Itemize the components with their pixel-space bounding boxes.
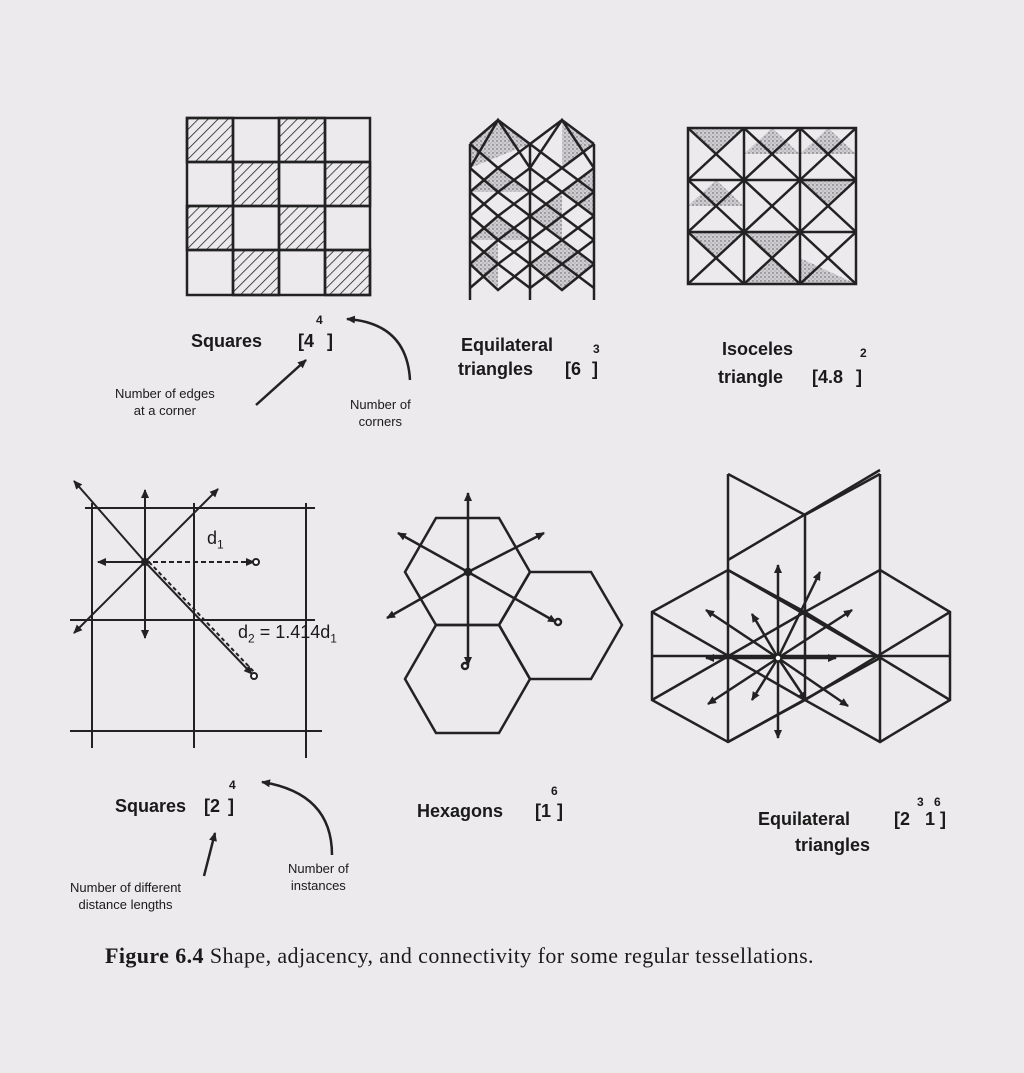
equilateral-2-title-line1: Equilateral [758, 809, 851, 829]
isosceles-grid [688, 128, 856, 284]
edges-at-corner-line1: Number of edges [115, 386, 215, 401]
squares-checkerboard [187, 118, 370, 295]
isosceles-superscript: 2 [860, 346, 867, 360]
d2-equation-subscript: 1 [330, 631, 337, 646]
triangles-6-notation: [6 [565, 359, 582, 379]
squares-2-notation: [2 [204, 796, 221, 816]
squares-4-bracket: ] [327, 331, 333, 351]
triangle-star-cluster [652, 470, 950, 742]
corners-note [350, 396, 411, 430]
hexagons-bracket: ] [557, 801, 563, 821]
triangles-6-superscript: 3 [593, 342, 600, 356]
corners-line1: Number of [350, 397, 411, 412]
d2-symbol: d [238, 622, 249, 642]
edges-at-corner-line2: at a corner [133, 403, 196, 418]
distance-lengths-note [70, 879, 181, 913]
distance-d2-label [238, 622, 337, 646]
isosceles-notation: [4.8 [812, 367, 844, 387]
triangles-6-title-line2: triangles [458, 359, 534, 379]
caption-label: Figure 6.4 [105, 943, 204, 968]
corners-line2: corners [358, 414, 403, 429]
instances-line2: instances [290, 878, 346, 893]
squares-4-superscript: 4 [316, 313, 323, 327]
isosceles-bracket: ] [856, 367, 862, 387]
figure-caption [105, 942, 895, 970]
triangles-6-title-line1: Equilateral [461, 335, 554, 355]
hexagon-cluster [387, 493, 622, 733]
triangles-6-bracket: ] [592, 359, 598, 379]
equilateral-2-title-line2: triangles [795, 835, 871, 855]
d1-subscript: 1 [217, 537, 224, 552]
instances-line1: Number of [288, 861, 349, 876]
d1-symbol: d [207, 528, 218, 548]
d2-equation: = 1.414d [259, 622, 331, 642]
hexagons-notation: [1 [535, 801, 552, 821]
instances-note [288, 860, 349, 894]
triangle-strip [470, 120, 594, 300]
edges-at-corner-note [115, 385, 215, 419]
distance-lengths-line2: distance lengths [78, 897, 173, 912]
isosceles-title-line1: Isoceles [722, 339, 794, 359]
distance-lengths-line1: Number of different [70, 880, 182, 895]
equilateral-2-mid: 1 [925, 809, 936, 829]
square-adjacency-grid [70, 481, 322, 758]
panel1-annotation-arrows [256, 319, 410, 405]
equilateral-2-superscript-2: 6 [934, 795, 941, 809]
hexagons-title: Hexagons [417, 801, 504, 821]
squares-2-bracket: ] [228, 796, 234, 816]
equilateral-2-bracket: ] [940, 809, 946, 829]
equilateral-2-notation: [2 [894, 809, 911, 829]
equilateral-2-superscript-1: 3 [917, 795, 924, 809]
caption-text: Shape, adjacency, and connectivity for some regular tessellations. [209, 943, 814, 968]
squares-2-superscript: 4 [229, 778, 236, 792]
isosceles-title-line2: triangle [718, 367, 784, 387]
distance-d1-label [207, 528, 224, 552]
squares-4-title: Squares [191, 331, 263, 351]
hexagons-superscript: 6 [551, 784, 558, 798]
squares-2-title: Squares [115, 796, 187, 816]
d2-subscript: 2 [248, 631, 255, 646]
squares-4-notation: [4 [298, 331, 315, 351]
